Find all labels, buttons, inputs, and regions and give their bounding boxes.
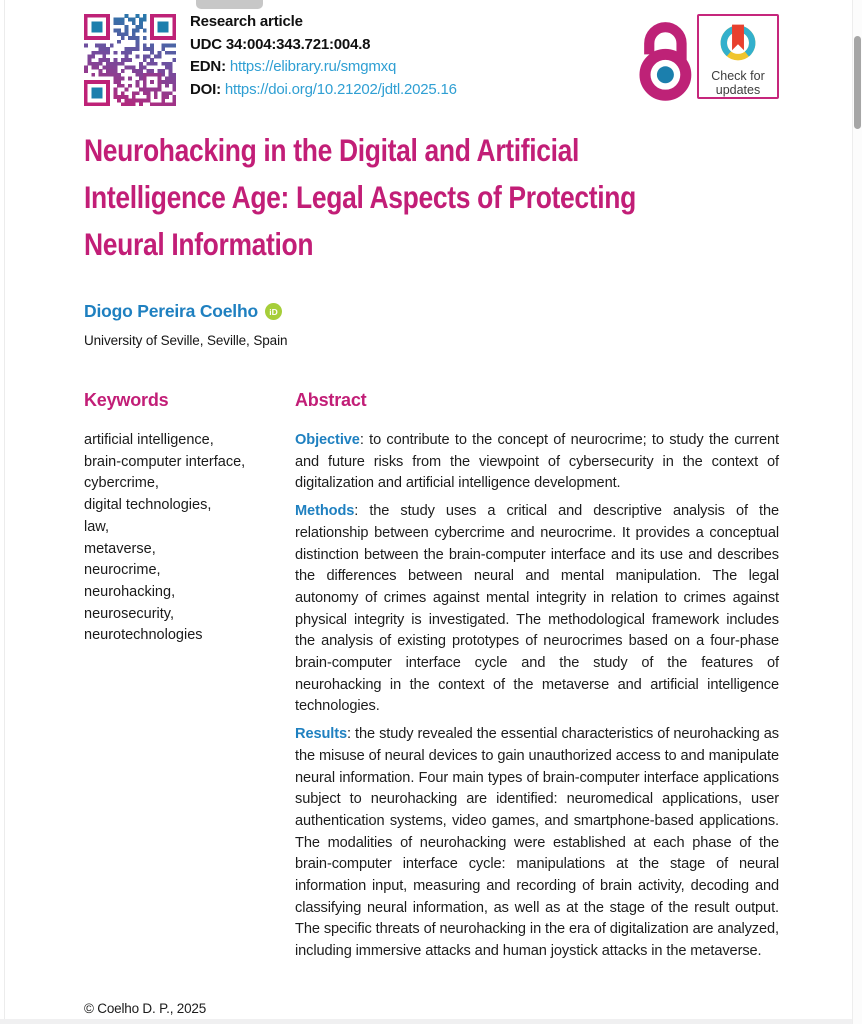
edn-line [190, 56, 457, 79]
abstract-paragraph-results: Results: the study revealed the essential characteristics of neurohacking as the misuse of neural devices to gain unauthorized access to and manipulate neural information. Four main types of brain-computer interface applications subject to neurohacking are identified: neuromedical applications, user authentication systems, video games, and smartphone-based applications. The modalities of neurohacking were established at each phase of the brain-computer interface cycle: manipulations at the stage of neural information input, measuring and recording of brain activity, decoding and classifying neural information, as well as at the stage of the result output. The specific threats of neurohacking in the era of digitalization are analyzed, including immersive attacks and human joystick attacks in the metaverse. [295, 726, 779, 960]
article-type: Research article [190, 13, 303, 30]
crossmark-icon [716, 20, 760, 64]
udc-number: UDC 34:004:343.721:004.8 [190, 35, 371, 53]
keywords-section [84, 390, 284, 647]
keyword-item: neurosecurity, [84, 605, 174, 622]
doi-label: DOI: [190, 80, 225, 98]
doi-link[interactable]: https://doi.org/10.21202/jdtl.2025.16 [224, 80, 457, 98]
scrollbar-thumb[interactable] [854, 36, 861, 129]
page-bottom-strip [0, 1019, 862, 1024]
abstract-heading: Abstract [295, 390, 367, 410]
check-for-updates-button[interactable] [697, 14, 779, 99]
copyright-notice: © Coelho D. P., 2025 [84, 1001, 207, 1016]
doi-line [190, 79, 457, 102]
abstract-paragraph-methods: Methods: the study uses a critical and descriptive analysis of the relationship between cybercrime and neurocrime. It provides a conceptual distinction between the brain-computer interface and its use and describes the differences between neural and mental manipulation. The legal autonomy of crimes against mental integrity in relation to crimes against physical integrity is investigated. The methodological framework includes the analysis of existing prototypes of neurocrimes based on a four-phase brain-computer interface cycle and the study of the features of neurohacking in the context of the metaverse and artificial intelligence technologies. [295, 503, 779, 715]
keyword-item: artificial intelligence, [84, 432, 214, 448]
qr-code-icon [84, 14, 176, 106]
author-affiliation: University of Seville, Seville, Spain [84, 333, 288, 348]
keyword-item: neurohacking, [84, 583, 176, 600]
author-name: Diogo Pereira Coelho [84, 301, 258, 321]
keywords-list [84, 430, 284, 647]
page-edge-line [4, 0, 5, 1024]
keyword-item: neurotechnologies [84, 627, 203, 644]
author-row [84, 301, 282, 322]
abstract-paragraph-objective: Objective: to contribute to the concept of neurocrime; to study the current and future risks from the viewpoint of cybersecurity in the context of digitalization and artificial intelligence development. [295, 432, 779, 492]
article-meta [190, 11, 457, 101]
top-ui-fragment [196, 0, 263, 9]
article-title: Neurohacking in the Digital and Artificial Intelligence Age: Legal Aspects of Protecting Neural Information [84, 132, 636, 262]
keywords-heading: Keywords [84, 390, 169, 410]
edn-link[interactable]: https://elibrary.ru/smgmxq [229, 58, 397, 76]
abstract-section [295, 390, 779, 969]
abstract-body [295, 430, 779, 963]
orcid-icon[interactable]: iD [265, 303, 282, 320]
open-access-icon [628, 17, 696, 102]
keyword-item: brain-computer interface, [84, 453, 246, 470]
keyword-item: digital technologies, [84, 497, 212, 514]
keyword-item: metaverse, [84, 540, 156, 557]
keyword-item: neurocrime, [84, 562, 161, 579]
edn-label: EDN: [190, 58, 230, 76]
check-updates-label: Check for updates [711, 69, 765, 97]
keyword-item: law, [84, 518, 109, 535]
keyword-item: cybercrime, [84, 475, 159, 492]
scrollbar-track[interactable] [852, 0, 862, 1024]
